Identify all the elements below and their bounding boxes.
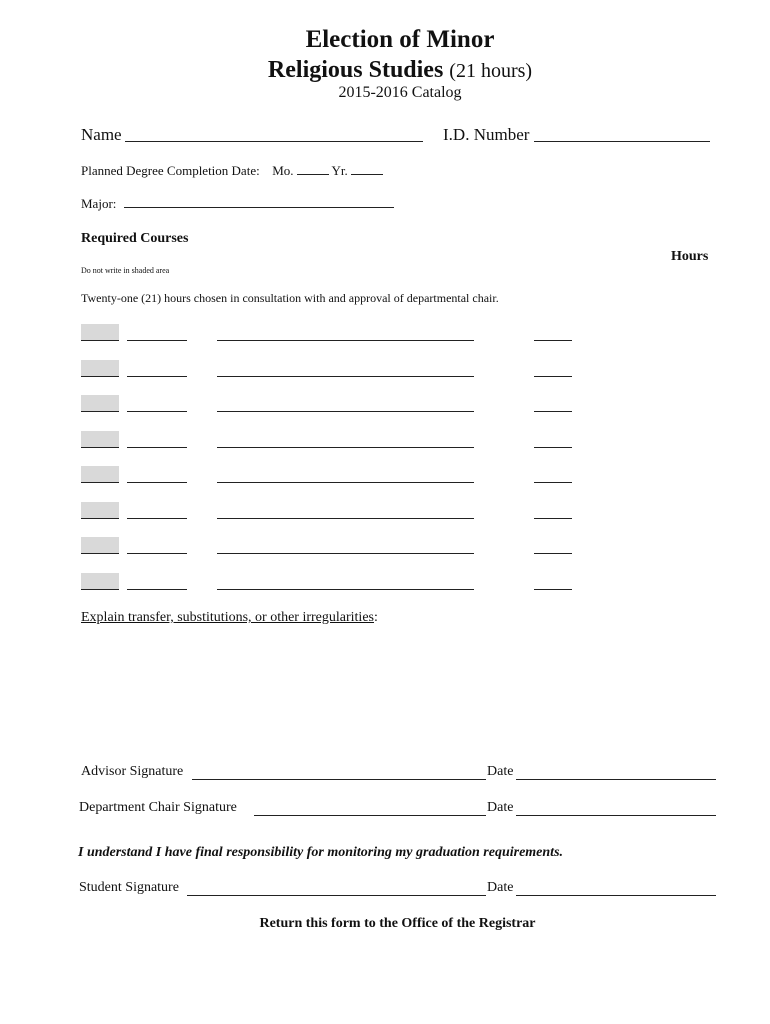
chair-signature-field[interactable] bbox=[254, 815, 486, 816]
planned-completion-label: Planned Degree Completion Date: bbox=[81, 163, 260, 178]
shaded-cell bbox=[81, 537, 119, 554]
shaded-area-note: Do not write in shaded area bbox=[81, 266, 170, 275]
year-field[interactable] bbox=[351, 164, 383, 175]
course-hours-field[interactable] bbox=[534, 340, 572, 341]
course-instructions: Twenty-one (21) hours chosen in consultation with and approval of departmental chair. bbox=[81, 291, 499, 305]
course-number-field[interactable] bbox=[127, 482, 187, 483]
major-row bbox=[81, 196, 394, 212]
course-number-field[interactable] bbox=[127, 553, 187, 554]
course-hours-field[interactable] bbox=[534, 376, 572, 377]
chair-signature-label: Department Chair Signature bbox=[79, 800, 237, 815]
course-title-field[interactable] bbox=[217, 376, 474, 377]
advisor-date-field[interactable] bbox=[516, 779, 716, 780]
course-title-field[interactable] bbox=[217, 482, 474, 483]
course-title-field[interactable] bbox=[217, 411, 474, 412]
student-date-label: Date bbox=[487, 880, 514, 895]
course-title-field[interactable] bbox=[217, 518, 474, 519]
advisor-signature-label: Advisor Signature bbox=[81, 764, 184, 779]
shaded-cell bbox=[81, 324, 119, 341]
course-row bbox=[0, 573, 770, 593]
course-hours-field[interactable] bbox=[534, 447, 572, 448]
return-instructions: Return this form to the Office of the Registrar bbox=[259, 916, 536, 931]
course-hours-field[interactable] bbox=[534, 589, 572, 590]
planned-completion-row bbox=[81, 163, 383, 179]
course-number-field[interactable] bbox=[127, 518, 187, 519]
course-row bbox=[0, 537, 770, 557]
student-signature-field[interactable] bbox=[187, 895, 486, 896]
name-field[interactable] bbox=[125, 141, 423, 142]
student-signature-label: Student Signature bbox=[79, 880, 179, 895]
major-label: Major: bbox=[81, 196, 117, 211]
required-courses-heading: Required Courses bbox=[81, 231, 189, 246]
course-number-field[interactable] bbox=[127, 589, 187, 590]
chair-date-field[interactable] bbox=[516, 815, 716, 816]
course-row bbox=[0, 395, 770, 415]
course-number-field[interactable] bbox=[127, 447, 187, 448]
course-row bbox=[0, 324, 770, 344]
course-number-field[interactable] bbox=[127, 376, 187, 377]
course-row bbox=[0, 360, 770, 380]
course-title-field[interactable] bbox=[217, 589, 474, 590]
student-date-field[interactable] bbox=[516, 895, 716, 896]
shaded-cell bbox=[81, 360, 119, 377]
course-hours-field[interactable] bbox=[534, 518, 572, 519]
major-field[interactable] bbox=[124, 197, 394, 208]
responsibility-statement: I understand I have final responsibility for monitoring my graduation requirements. bbox=[78, 845, 564, 860]
advisor-signature-field[interactable] bbox=[192, 779, 486, 780]
explain-colon: : bbox=[373, 610, 378, 625]
shaded-cell bbox=[81, 431, 119, 448]
minor-name: Religious Studies bbox=[267, 57, 444, 83]
course-row bbox=[0, 466, 770, 486]
name-label: Name bbox=[81, 125, 122, 144]
chair-date-label: Date bbox=[487, 800, 514, 815]
month-field[interactable] bbox=[297, 164, 329, 175]
shaded-cell bbox=[81, 395, 119, 412]
course-row bbox=[0, 431, 770, 451]
course-title-field[interactable] bbox=[217, 447, 474, 448]
id-number-field[interactable] bbox=[534, 141, 710, 142]
shaded-cell bbox=[81, 573, 119, 590]
course-hours-field[interactable] bbox=[534, 482, 572, 483]
course-hours-field[interactable] bbox=[534, 411, 572, 412]
course-title-field[interactable] bbox=[217, 553, 474, 554]
explain-text-area[interactable] bbox=[81, 632, 711, 752]
course-hours-field[interactable] bbox=[534, 553, 572, 554]
shaded-cell bbox=[81, 502, 119, 519]
month-label: Mo. bbox=[272, 163, 294, 178]
explain-irregularities bbox=[81, 610, 378, 626]
hours-column-header: Hours bbox=[671, 249, 709, 264]
form-subtitle bbox=[0, 57, 770, 84]
explain-label: Explain transfer, substitutions, or other irregularities bbox=[81, 610, 374, 625]
course-number-field[interactable] bbox=[127, 340, 187, 341]
minor-hours: (21 hours) bbox=[449, 60, 533, 82]
advisor-date-label: Date bbox=[487, 764, 514, 779]
form-title: Election of Minor bbox=[305, 26, 495, 53]
catalog-year: 2015-2016 Catalog bbox=[338, 84, 462, 101]
year-label: Yr. bbox=[331, 163, 348, 178]
course-title-field[interactable] bbox=[217, 340, 474, 341]
shaded-cell bbox=[81, 466, 119, 483]
id-number-label: I.D. Number bbox=[443, 125, 530, 144]
course-number-field[interactable] bbox=[127, 411, 187, 412]
course-row bbox=[0, 502, 770, 522]
